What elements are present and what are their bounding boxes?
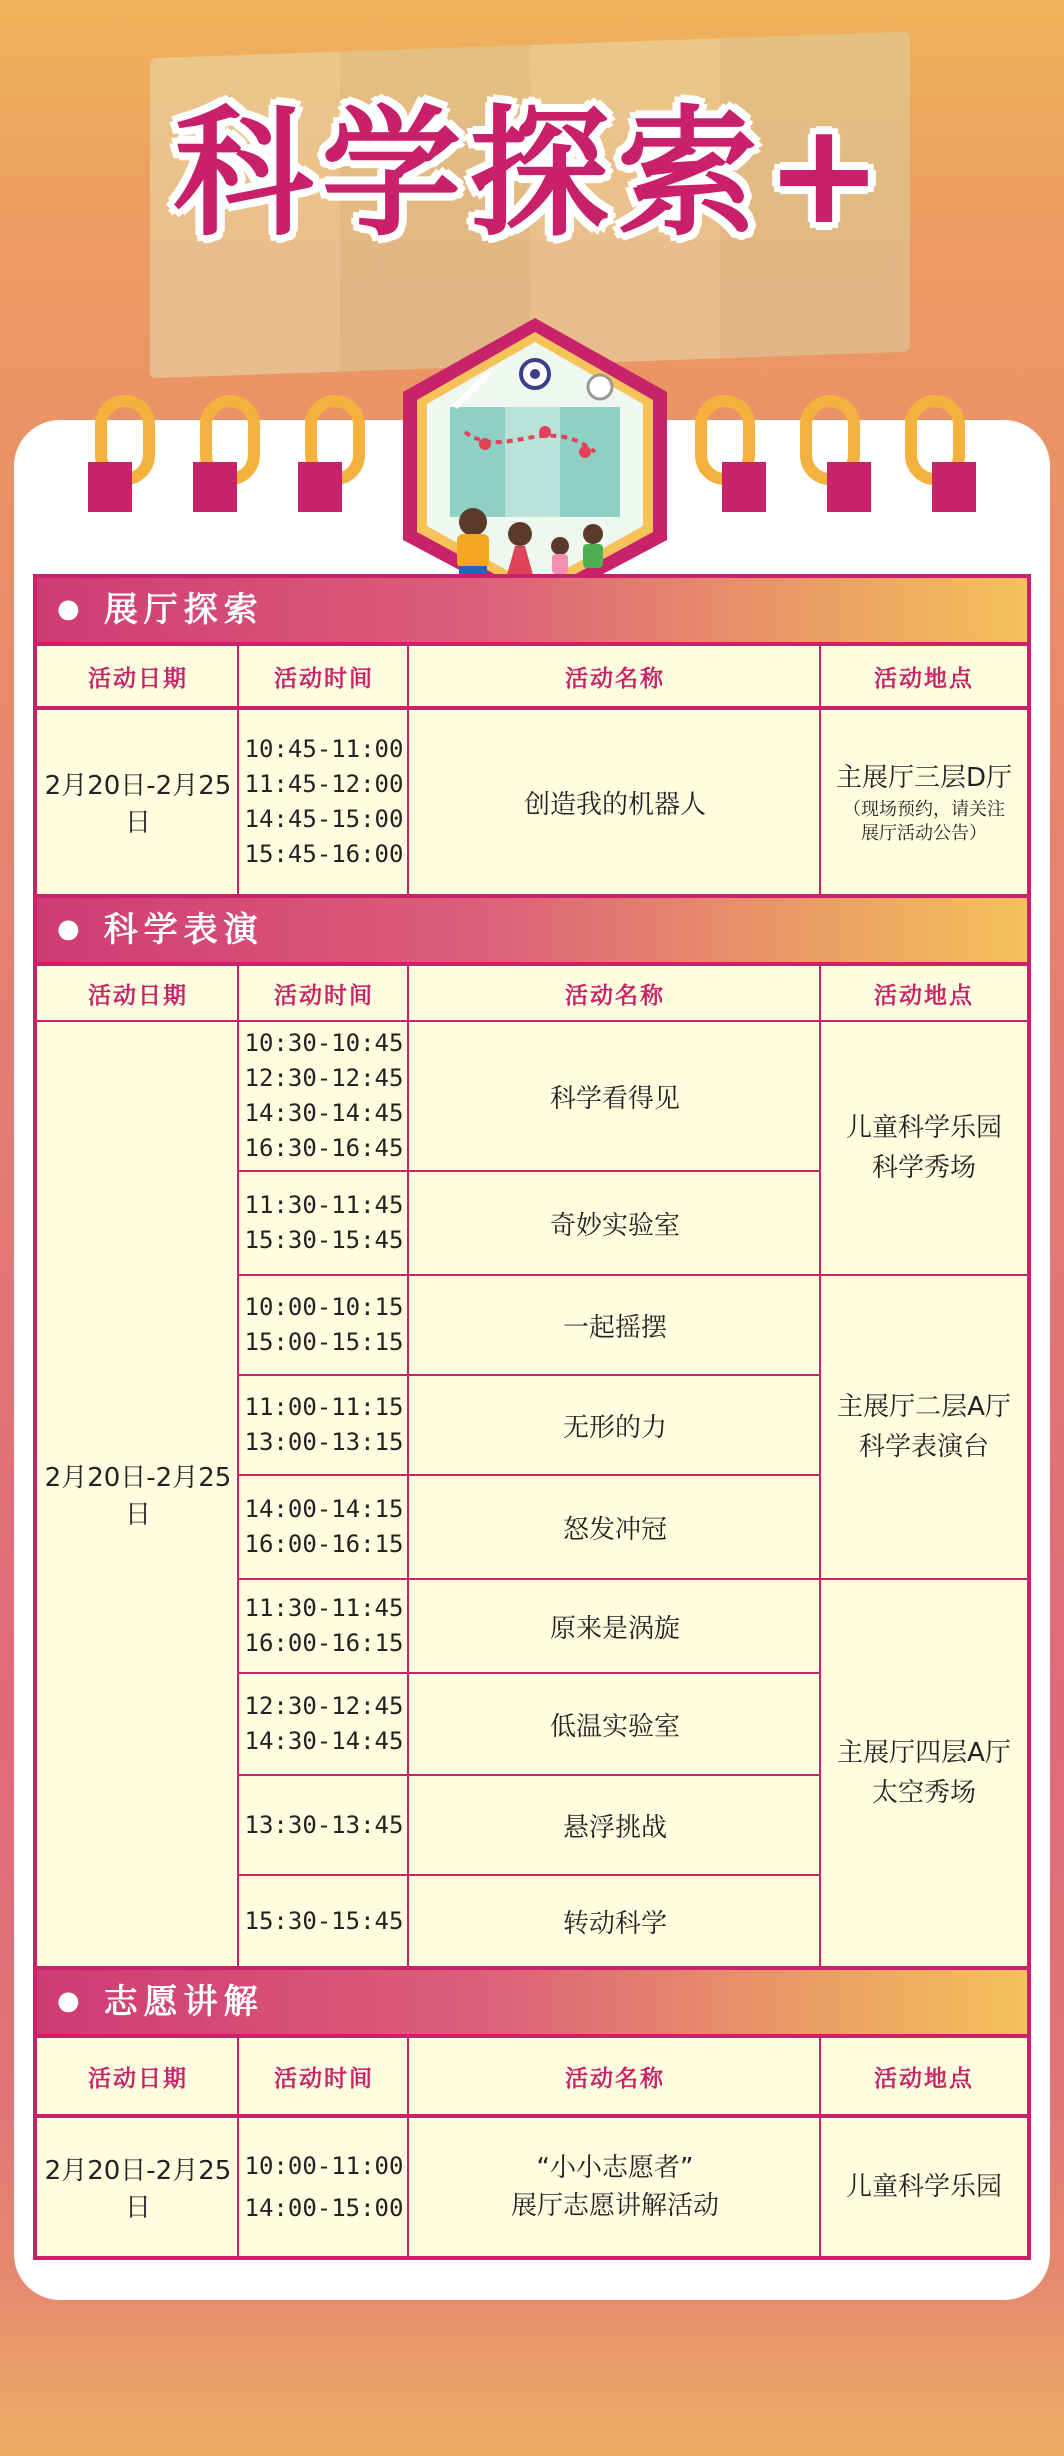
activity-name: 科学看得见 — [549, 1083, 680, 1114]
family-map-hexagon-illustration — [395, 312, 675, 612]
activity-date: 2月20日-2月25日 — [44, 1463, 232, 1530]
divider — [819, 2034, 821, 2256]
divider — [239, 1874, 821, 1876]
activity-place: 儿童科学乐园 科学秀场 — [845, 1113, 1002, 1183]
activity-place: 主展厅四层A厅 太空秀场 — [837, 1738, 1011, 1808]
bullet-icon: ● — [57, 1986, 86, 2016]
activity-name: 奇妙实验室 — [549, 1210, 680, 1241]
divider — [239, 1274, 1027, 1276]
activity-place: 主展厅三层D厅 （现场预约，请关注 展厅活动公告） — [835, 763, 1013, 844]
column-header-place: 活动地点 — [874, 2065, 974, 2092]
binder-tab — [88, 462, 132, 512]
activity-name: 怒发冲冠 — [562, 1514, 667, 1545]
column-header-time: 活动时间 — [274, 665, 374, 692]
column-header-date: 活动日期 — [88, 665, 188, 692]
activity-times: 11:30-11:45 16:00-16:15 — [244, 1594, 404, 1657]
column-header-name: 活动名称 — [565, 665, 665, 692]
divider — [239, 1578, 1027, 1580]
activity-times: 11:00-11:15 13:00-13:15 — [244, 1393, 404, 1456]
schedule-table — [33, 574, 1031, 2260]
column-header-time: 活动时间 — [274, 2065, 374, 2092]
column-header-place: 活动地点 — [874, 665, 974, 692]
divider — [237, 962, 239, 1966]
column-header-name: 活动名称 — [565, 2065, 665, 2092]
activity-times: 10:00-11:00 14:00-15:00 — [244, 2152, 404, 2222]
divider — [407, 962, 409, 1966]
activity-name: 低温实验室 — [549, 1711, 680, 1742]
activity-place: 儿童科学乐园 — [845, 2172, 1002, 2202]
divider — [239, 1170, 821, 1172]
binder-tab — [932, 462, 976, 512]
binder-tab — [722, 462, 766, 512]
column-header-place: 活动地点 — [874, 982, 974, 1009]
divider — [819, 962, 821, 1966]
column-header-name: 活动名称 — [565, 982, 665, 1009]
binder-tab — [827, 462, 871, 512]
divider — [407, 642, 409, 894]
activity-times: 14:00-14:15 16:00-16:15 — [244, 1495, 404, 1558]
activity-date: 2月20日-2月25日 — [44, 2156, 232, 2223]
footer-gradient — [0, 2300, 1064, 2456]
bullet-icon: ● — [57, 914, 86, 944]
activity-name: 原来是涡旋 — [549, 1613, 680, 1644]
section-header-performance: ● 科学表演 — [37, 898, 1027, 962]
section-header-exhibition: ● 展厅探索 — [37, 578, 1027, 642]
activity-name: 一起摇摆 — [562, 1312, 667, 1343]
activity-name: 悬浮挑战 — [562, 1812, 667, 1843]
activity-name: “小小志愿者” 展厅志愿讲解活动 — [510, 2153, 719, 2221]
activity-times: 15:30-15:45 — [244, 1906, 404, 1935]
column-header-date: 活动日期 — [88, 2065, 188, 2092]
divider — [239, 1374, 821, 1376]
divider — [819, 642, 821, 894]
activity-times: 10:00-10:15 15:00-15:15 — [244, 1293, 404, 1356]
activity-times: 13:30-13:45 — [244, 1810, 404, 1839]
column-header-time: 活动时间 — [274, 982, 374, 1009]
divider — [239, 1672, 821, 1674]
activity-times: 11:30-11:45 15:30-15:45 — [244, 1191, 404, 1254]
activity-date: 2月20日-2月25日 — [44, 771, 232, 838]
binder-tab — [193, 462, 237, 512]
activity-times: 10:45-11:00 11:45-12:00 14:45-15:00 15:45-16:00 — [244, 735, 404, 868]
activity-name: 创造我的机器人 — [523, 789, 706, 820]
activity-name: 无形的力 — [562, 1412, 667, 1443]
column-header-date: 活动日期 — [88, 982, 188, 1009]
section-header-volunteer: ● 志愿讲解 — [37, 1970, 1027, 2034]
divider — [239, 1474, 821, 1476]
divider — [237, 2034, 239, 2256]
page-title: 科学探索+ — [173, 93, 891, 256]
divider — [407, 2034, 409, 2256]
activity-times: 12:30-12:45 14:30-14:45 — [244, 1692, 404, 1755]
bullet-icon: ● — [57, 594, 86, 624]
divider — [237, 642, 239, 894]
binder-tab — [298, 462, 342, 512]
activity-place: 主展厅二层A厅 科学表演台 — [837, 1392, 1011, 1462]
activity-times: 10:30-10:45 12:30-12:45 14:30-14:45 16:30-16:45 — [244, 1029, 404, 1162]
divider — [239, 1774, 821, 1776]
activity-name: 转动科学 — [562, 1908, 667, 1939]
